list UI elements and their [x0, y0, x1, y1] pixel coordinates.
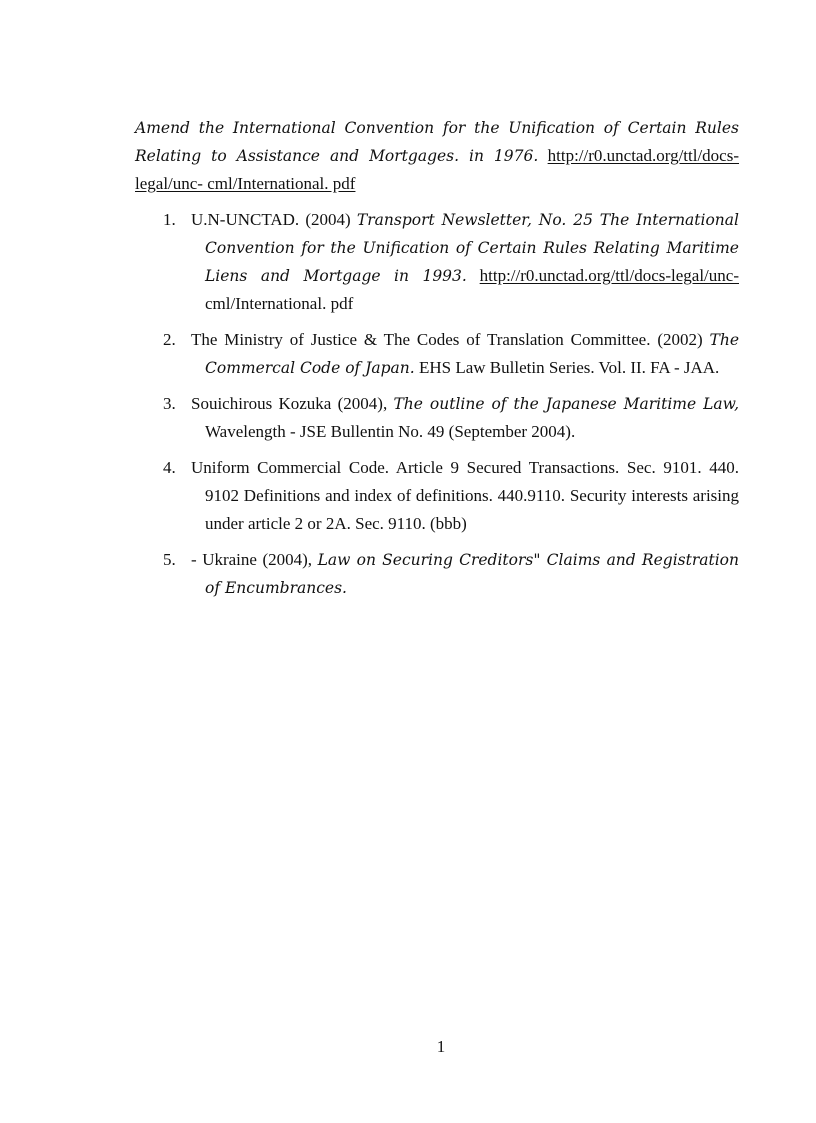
reference-text: Uniform Commercial Code. Article 9 Secured Transactions. Sec. 9101. 440. 9102 Definitions and index of definitions. 440.9110. Security interests arising under article 2 or 2A. Sec. 9110. (bbb): [191, 458, 739, 533]
reference-number: 5.: [163, 550, 176, 569]
reference-trailing-text: cml/International. pdf: [205, 294, 354, 313]
reference-number: 1.: [163, 210, 176, 229]
reference-number: 4.: [163, 458, 176, 477]
reference-item-3: [135, 390, 739, 446]
reference-number: 3.: [163, 394, 176, 413]
reference-link[interactable]: http://r0.unctad.org/ttl/docs-legal/unc-: [479, 266, 739, 285]
intro-paragraph: [135, 114, 739, 198]
page-number: 1: [436, 1037, 446, 1056]
reference-number: 2.: [163, 330, 176, 349]
reference-author: U.N-UNCTAD. (2004): [191, 210, 351, 229]
reference-author: Souichirous Kozuka (2004),: [191, 394, 388, 413]
reference-author: The Ministry of Justice & The Codes of Translation Committee. (2002): [191, 330, 703, 349]
reference-item-5: [135, 546, 739, 602]
reference-item-4: [135, 454, 739, 538]
intro-link[interactable]: http://r0.unctad.org/ttl/docs-legal/unc- cml/International. pdf: [135, 146, 740, 193]
reference-author: - Ukraine (2004),: [191, 550, 313, 569]
reference-trailing-text: Wavelength - JSE Bullentin No. 49 (September 2004).: [205, 422, 576, 441]
reference-title: Transport Newsletter, No. 25 The International Convention for the Unification of Certain Rules Relating Maritime Liens and Mortgage in 1993.: [205, 211, 739, 285]
reference-title: The outline of the Japanese Maritime Law,: [393, 395, 739, 413]
reference-item-2: [135, 326, 739, 382]
intro-italic-text: Amend the International Convention for the Unification of Certain Rules Relating to Assistance and Mortgages. in 1976.: [135, 119, 739, 165]
reference-trailing-text: EHS Law Bulletin Series. Vol. II. FA - JAA.: [418, 358, 720, 377]
document-body: [135, 114, 739, 610]
reference-title: Law on Securing Creditors" Claims and Registration of Encumbrances.: [205, 551, 739, 597]
reference-item-1: [135, 206, 739, 318]
reference-title: The Commercal Code of Japan.: [205, 331, 740, 377]
